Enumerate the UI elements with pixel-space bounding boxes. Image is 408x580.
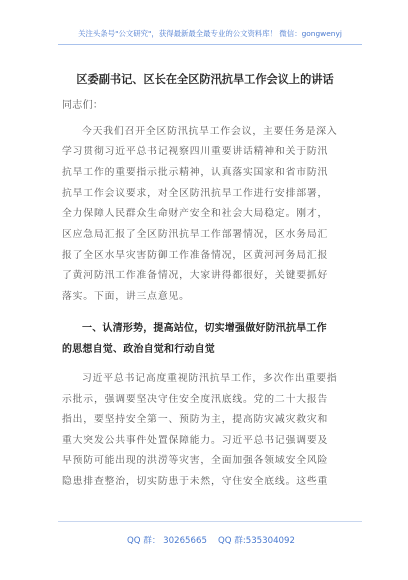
- document-title: 区委副书记、区长在全区防汛抗旱工作会议上的讲话: [76, 73, 334, 86]
- paragraph-line: 报了全区水旱灾害防御工作准备情况，区黄河河务局汇报: [62, 250, 329, 261]
- footer-qq-group-left: QQ 群： 30265665: [127, 536, 207, 546]
- paragraph-line: 抗旱工作会议要求，对全区防汛抗旱工作进行安排部署，: [62, 188, 329, 199]
- paragraph-line: 隐患排查整治，切实防患于未然，守住安全底线。这些重: [62, 476, 329, 487]
- paragraph-line: 习近平总书记高度重视防汛抗旱工作，多次作出重要指: [82, 373, 338, 384]
- paragraph-line: 重大突发公共事件处置保障能力。习近平总书记强调要及: [62, 435, 329, 446]
- paragraph-line: 全力保障人民群众生命财产安全和社会大局稳定。刚才，: [62, 208, 329, 219]
- header-banner: 关注头条号"公文研究"，获得最新最全最专业的公文资料库！ 微信：gongwenyj: [78, 29, 342, 38]
- paragraph-line: 今天我们召开全区防汛抗旱工作会议，主要任务是深入: [82, 126, 338, 137]
- footer-qq-group-right: QQ 群:535304092: [218, 536, 295, 546]
- paragraph-line: 指出，要坚持安全第一、预防为主，提高防灾减灾救灾和: [62, 414, 329, 425]
- paragraph-line: 示批示，强调要坚决守住安全度汛底线。党的二十大报告: [62, 394, 329, 405]
- header-divider: [58, 44, 362, 45]
- paragraph-line: 落实。下面，讲三点意见。: [62, 291, 190, 302]
- paragraph-line: 早预防可能出现的洪涝等灾害，全面加强各领域安全风险: [62, 455, 329, 466]
- section-heading-line: 一、认清形势，提高站位，切实增强做好防汛抗旱工作: [82, 323, 327, 334]
- section-heading-line: 的思想自觉、政治自觉和行动自觉: [62, 344, 215, 355]
- salutation: 同志们：: [62, 100, 104, 111]
- paragraph-line: 了黄河防汛工作准备情况，大家讲得都很好，关键要抓好: [62, 270, 329, 281]
- footer-divider: [58, 521, 362, 522]
- paragraph-line: 学习贯彻习近平总书记视察四川重要讲话精神和关于防汛: [62, 146, 329, 157]
- paragraph-line: 抗旱工作的重要指示批示精神，认真落实国家和省市防汛: [62, 167, 329, 178]
- paragraph-line: 区应急局汇报了全区防汛抗旱工作部署情况，区水务局汇: [62, 229, 329, 240]
